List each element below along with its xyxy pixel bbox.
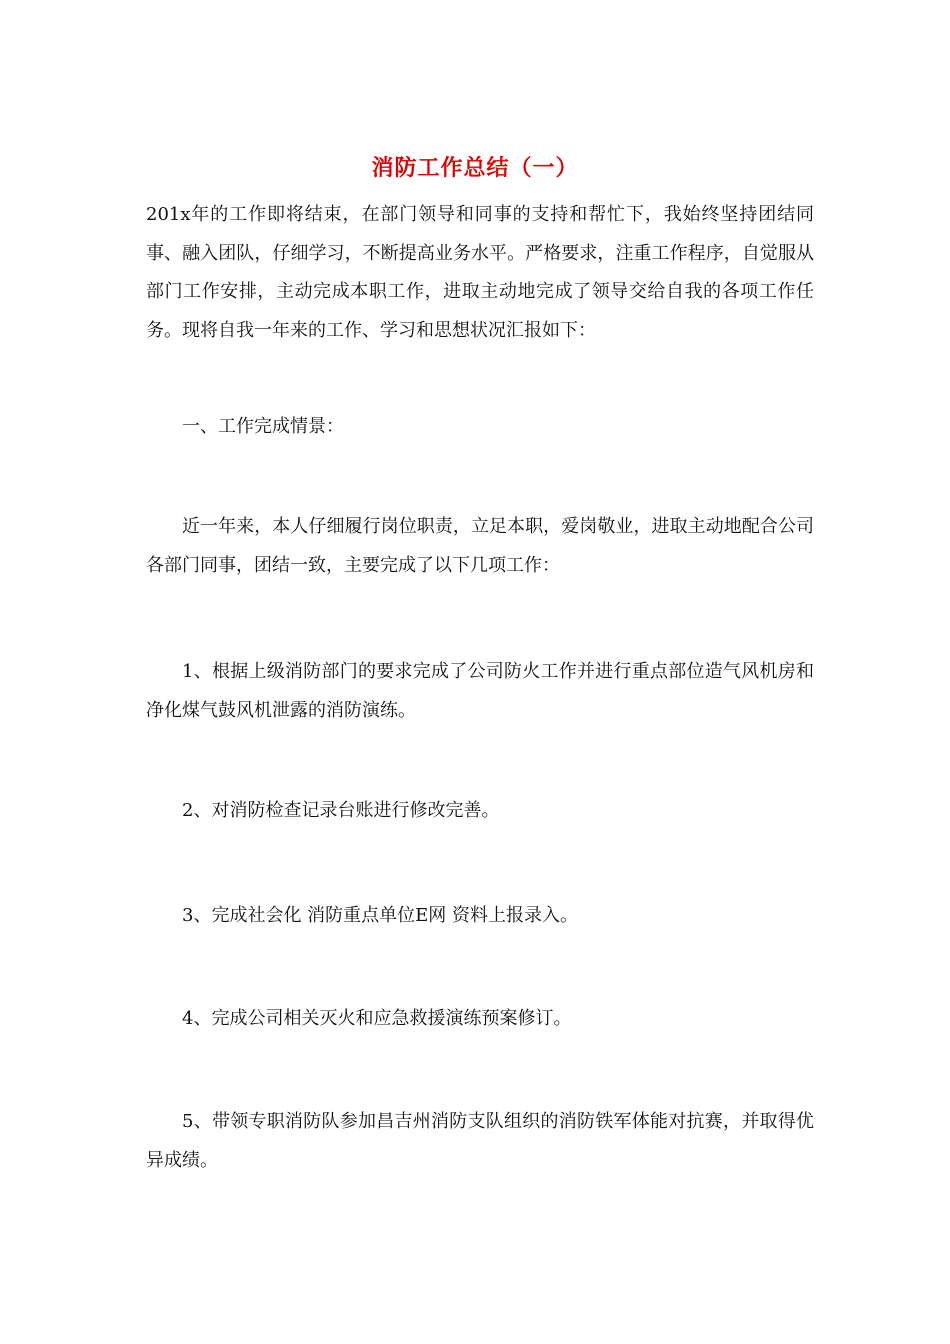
intro-paragraph: 201x年的工作即将结束，在部门领导和同事的支持和帮忙下，我始终坚持团结同事、融入团队，仔细学习，不断提高业务水平。严格要求，注重工作程序，自觉服从部门工作安排，主动完成本职工作，进取主动地完成了领导交给自我的各项工作任务。现将自我一年来的工作、学习和思想状况汇报如下： — [146, 204, 814, 341]
work-item-4: 4、完成公司相关灭火和应急救援演练预案修订。 — [182, 1008, 572, 1029]
overview-paragraph: 近一年来，本人仔细履行岗位职责，立足本职，爱岗敬业，进取主动地配合公司各部门同事，团结一致，主要完成了以下几项工作： — [146, 516, 814, 576]
work-item-5: 5、带领专职消防队参加昌吉州消防支队组织的消防铁军体能对抗赛，并取得优异成绩。 — [146, 1111, 814, 1171]
document-title: 消防工作总结（一） — [371, 155, 579, 181]
work-item-1: 1、根据上级消防部门的要求完成了公司防火工作并进行重点部位造气风机房和净化煤气鼓风机泄露的消防演练。 — [146, 661, 814, 721]
work-item-3: 3、完成社会化 消防重点单位E网 资料上报录入。 — [182, 905, 579, 926]
work-item-2: 2、对消防检查记录台账进行修改完善。 — [182, 800, 500, 821]
section-heading: 一、工作完成情景： — [182, 416, 344, 437]
